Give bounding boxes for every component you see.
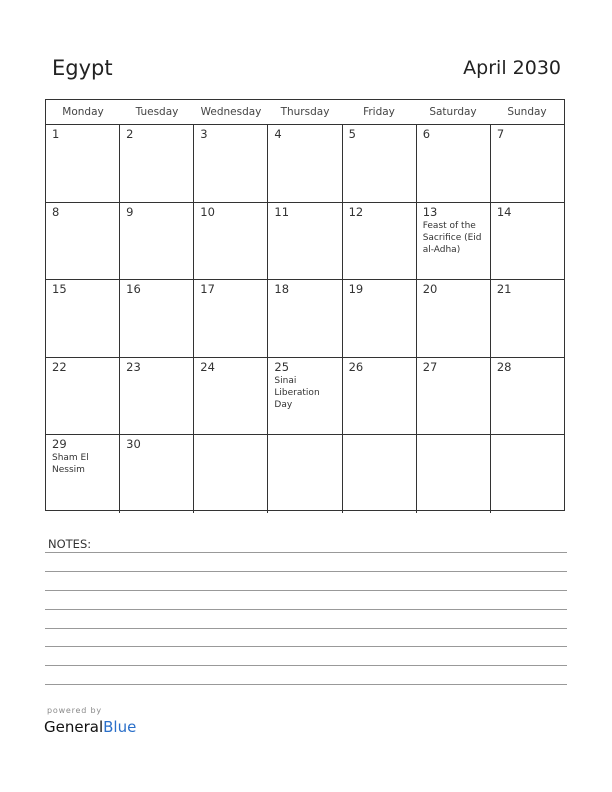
day-number: 28 [496, 359, 512, 374]
holiday-label: Sinai Liberation Day [274, 375, 320, 410]
country-title: Egypt [52, 56, 113, 80]
day-cell[interactable] [343, 358, 417, 435]
weekday-label: Tuesday [135, 106, 179, 118]
notes-line [45, 684, 567, 685]
weekday-label: Sunday [507, 106, 547, 118]
day-number: 1 [52, 127, 60, 141]
day-cell[interactable] [194, 125, 268, 202]
day-cell[interactable] [120, 280, 194, 357]
day-cell[interactable] [343, 435, 417, 513]
day-cell[interactable] [343, 125, 417, 202]
day-number: 4 [274, 127, 282, 141]
day-cell[interactable] [46, 358, 120, 435]
day-number: 20 [422, 282, 438, 296]
notes-line [45, 628, 567, 629]
weekday-label: Thursday [280, 106, 330, 118]
day-number: 9 [126, 204, 134, 219]
day-number: 5 [348, 127, 356, 141]
brand-blue: Blue [103, 718, 137, 736]
notes-line [45, 590, 567, 591]
weekday-header [46, 100, 564, 125]
day-number: 12 [348, 204, 364, 219]
day-cell[interactable] [268, 358, 342, 435]
day-cell[interactable] [417, 280, 491, 357]
day-number: 13 [422, 204, 438, 219]
notes-line [45, 571, 567, 572]
day-number: 11 [274, 204, 290, 219]
week-row [46, 203, 564, 281]
week-row [46, 358, 564, 436]
day-cell[interactable] [417, 435, 491, 513]
day-number: 3 [200, 127, 208, 141]
day-cell[interactable] [268, 280, 342, 357]
day-cell[interactable] [491, 280, 564, 357]
day-cell[interactable] [417, 358, 491, 435]
day-cell[interactable] [268, 125, 342, 202]
day-cell[interactable] [46, 435, 120, 513]
day-cell[interactable] [194, 280, 268, 357]
notes-line [45, 665, 567, 666]
day-cell[interactable] [268, 435, 342, 513]
holiday-label: Sham El Nessim [52, 453, 89, 475]
notes-line [45, 646, 567, 647]
day-cell[interactable] [120, 358, 194, 435]
day-number: 19 [348, 282, 364, 296]
day-cell[interactable] [491, 358, 564, 435]
day-number: 23 [126, 359, 141, 374]
day-cell[interactable] [343, 203, 417, 280]
day-cell[interactable] [417, 125, 491, 202]
week-row [46, 125, 564, 203]
day-cell[interactable] [120, 203, 194, 280]
day-cell[interactable] [194, 203, 268, 280]
day-number: 21 [496, 282, 512, 296]
day-number: 22 [52, 359, 67, 374]
day-cell[interactable] [343, 280, 417, 357]
calendar-grid [45, 99, 565, 511]
weekday-label: Saturday [429, 106, 477, 118]
day-cell[interactable] [417, 203, 491, 280]
notes-line [45, 552, 567, 553]
day-number: 16 [126, 282, 141, 296]
notes-label: NOTES: [48, 537, 92, 551]
day-cell[interactable] [491, 203, 564, 280]
powered-by-text: powered by [47, 706, 102, 715]
day-number: 8 [52, 204, 60, 219]
day-number: 24 [200, 359, 215, 374]
holiday-label: Feast of the Sacrifice (Eid al-Adha) [422, 220, 482, 255]
day-number: 27 [422, 359, 438, 374]
day-cell[interactable] [194, 435, 268, 513]
day-cell[interactable] [268, 203, 342, 280]
day-number: 30 [126, 437, 141, 451]
day-cell[interactable] [46, 203, 120, 280]
weekday-label: Friday [363, 106, 395, 118]
day-cell[interactable] [194, 358, 268, 435]
month-title: April 2030 [463, 57, 561, 79]
day-cell[interactable] [46, 125, 120, 202]
day-number: 26 [348, 359, 364, 374]
day-number: 17 [200, 282, 215, 296]
week-row [46, 280, 564, 358]
day-number: 10 [200, 204, 215, 219]
day-number: 15 [52, 282, 67, 296]
week-row [46, 435, 564, 513]
weeks-container [46, 125, 564, 513]
weekday-label: Monday [62, 106, 104, 118]
notes-line [45, 609, 567, 610]
weekday-label: Wednesday [200, 106, 262, 118]
day-number: 29 [52, 437, 67, 451]
day-cell[interactable] [120, 435, 194, 513]
day-number: 18 [274, 282, 290, 296]
day-number: 14 [496, 204, 512, 219]
brand-general: General [44, 718, 104, 736]
brand-logo [44, 718, 136, 736]
day-number: 7 [496, 127, 505, 141]
day-number: 2 [126, 127, 134, 141]
day-cell[interactable] [491, 125, 564, 202]
day-cell[interactable] [491, 435, 564, 513]
day-number: 6 [422, 127, 431, 141]
day-number: 25 [274, 359, 290, 374]
day-cell[interactable] [120, 125, 194, 202]
day-cell[interactable] [46, 280, 120, 357]
